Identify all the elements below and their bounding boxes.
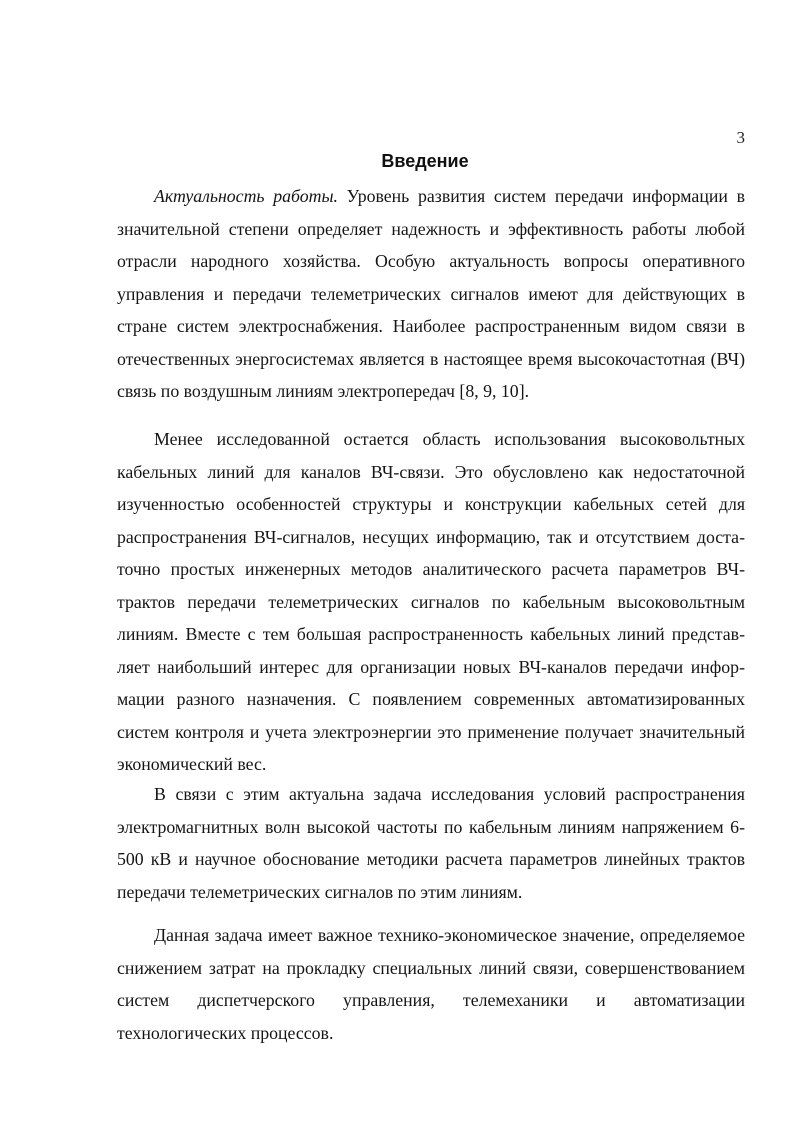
page-number: 3	[736, 128, 745, 147]
paragraph-block-2	[117, 423, 745, 781]
paragraph-1-lead: Актуальность работы.	[154, 186, 338, 206]
paragraph-3: В связи с этим актуальна задача исследования условий распространения электромагнитных волн высокой частоты по кабельным линиям напряжением 6-500 кВ и научное обоснование методики расчета параметров линейных трактов передачи телеметрических сигналов по этим линиям.	[117, 784, 745, 902]
section-title: Введение	[381, 151, 469, 171]
paragraph-block-4	[117, 919, 745, 1049]
paragraph-4: Данная задача имеет важное технико-экономическое значение, определяемое снижением затрат на прокладку специальных линий связи, совершенствованием систем диспетчерского управления, телемеханики и автоматизации технологических процессов.	[117, 925, 745, 1043]
paragraph-block-1	[117, 180, 745, 408]
paragraph-1	[117, 180, 745, 408]
paragraph-block-3	[117, 778, 745, 908]
paragraph-2: Менее исследованной остается область использования высоковольтных кабельных линий для каналов ВЧ-связи. Это обусловлено как недостаточной изученностью особенностей структуры и конструкции кабельных сетей для распространения ВЧ-сигналов, несущих информацию, так и отсутствием достаточно простых инженерных методов аналитического расчета параметров ВЧ-трактов передачи телеметрических сигналов по кабельным высоковольтным линиям. Вместе с тем большая распространенность кабельных линий представляет наибольший интерес для организации новых ВЧ-каналов передачи информации разного назначения. С появлением современных автоматизированных систем контроля и учета электроэнергии это применение получает значительный экономический вес.	[117, 429, 745, 774]
paragraph-1-text: Уровень развития систем передачи информации в значительной степени определяет надежность и эффективность работы любой отрасли народного хозяйства. Особую актуальность вопросы оперативного управления и передачи телеметрических сигналов имеют для действующих в стране систем электроснабжения. Наиболее распространенным видом связи в отечественных энергосистемах является в настоящее время высокочастотная (ВЧ) связь по воздушным линиям электропередач [8, 9, 10].	[117, 186, 745, 401]
